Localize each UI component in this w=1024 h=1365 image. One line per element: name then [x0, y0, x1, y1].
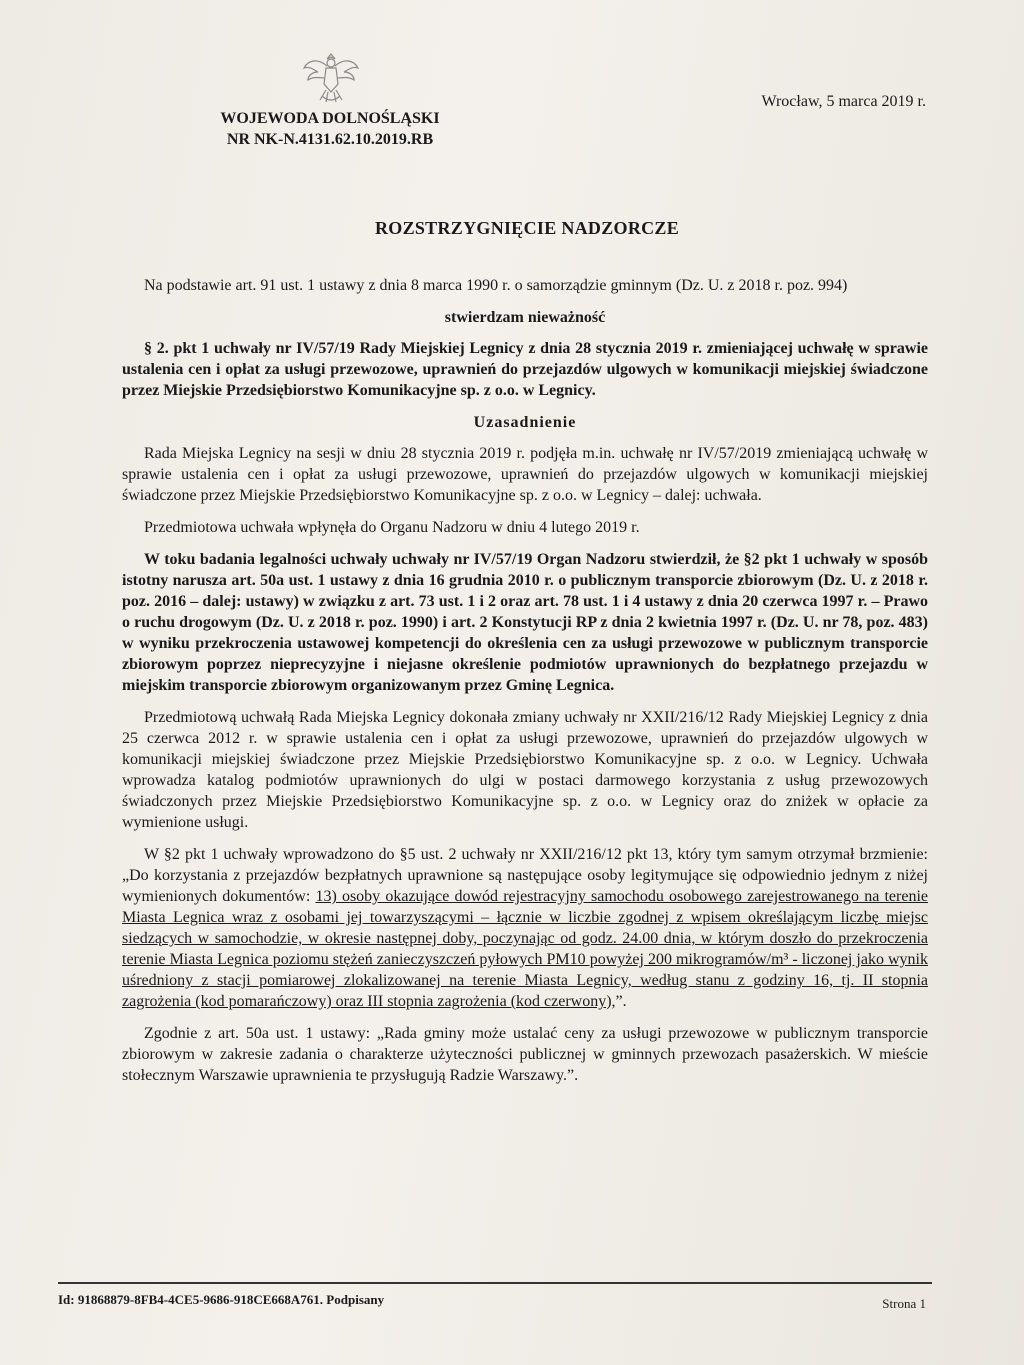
issuer-block — [150, 108, 510, 150]
legal-basis-paragraph: Na podstawie art. 91 ust. 1 ustawy z dnia 8 marca 1990 r. o samorządzie gminnym (Dz. U. z 2018 r. poz. 994) — [144, 277, 848, 294]
document-body — [122, 275, 928, 1097]
finding-heading: stwierdzam nieważność — [444, 309, 606, 326]
document-number: NR NK-N.4131.62.10.2019.RB — [226, 131, 434, 148]
document-signature-id: Id: 91868879-8FB4-4CE5-9686-918CE668A761. Podpisany — [58, 1292, 385, 1307]
place-and-date: Wrocław, 5 marca 2019 r. — [761, 93, 926, 110]
justification-paragraph-1: Rada Miejska Legnicy na sesji w dniu 28 stycznia 2019 r. podjęła m.in. uchwałę nr IV/57/2019 zmieniającą uchwałę w sprawie ustalenia cen i opłat za usługi przewozowe, uprawnień do przejazdów ulgowych w komunikacji miejskiej świadczone przez Miejskie Przedsiębiorstwo Komunikacyjne sp. z o.o. w Legnicy – dalej: uchwała. — [122, 445, 928, 504]
document-title: ROZSTRZYGNIĘCIE NADZORCZE — [374, 218, 680, 238]
finding-paragraph: § 2. pkt 1 uchwały nr IV/57/19 Rady Miejskiej Legnicy z dnia 28 stycznia 2019 r. zmieniającej uchwałę w sprawie ustalenia cen i opłat za usługi przewozowe, uprawnień do przejazdów ulgowych w komunikacji miejskiej świadczone przez Miejskie Przedsiębiorstwo Komunikacyjne sp. z o.o. w Legnicy. — [122, 340, 928, 399]
quoted-intro: W §2 pkt 1 uchwały wprowadzono do §5 ust. 2 uchwały nr XXII/216/12 pkt 13, który tym samym otrzymał brzmienie: „Do korzystania z przejazdów bezpłatnych uprawnione są następujące osoby legitymujące się odpowiednio jednym z niżej wymienionych dokumentów: — [122, 846, 928, 905]
quote-close: ”. — [615, 993, 627, 1010]
polish-eagle-emblem-icon — [300, 48, 362, 106]
page-number: Strona 1 — [882, 1296, 926, 1311]
footer-divider — [58, 1282, 932, 1284]
justification-paragraph-3: W toku badania legalności uchwały uchwały nr IV/57/19 Organ Nadzoru stwierdził, że §2 pkt 1 uchwały w sposób istotny narusza art. 50a ust. 1 ustawy z dnia 16 grudnia 2010 r. o publicznym transporcie zbiorowym (Dz. U. z 2018 r. poz. 2016 – dalej: ustawy) w związku z art. 73 ust. 1 i 2 oraz art. 78 ust. 1 i 4 ustawy z dnia 20 czerwca 1997 r. – Prawo o ruchu drogowym (Dz. U. z 2018 r. poz. 1990) i art. 2 Konstytucji RP z dnia 2 kwietnia 1997 r. (Dz. U. nr 78, poz. 483) w wyniku przekroczenia ustawowej kompetencji do określenia cen za usługi przewozowe w publicznym transporcie zbiorowym poprzez nieprecyzyjne i niejasne określenie podmiotów uprawnionych do bezpłatnego przejazdu w miejskim transporcie zbiorowym organizowanym przez Gminę Legnica. — [122, 551, 928, 694]
quoted-provision-underlined: 13) osoby okazujące dowód rejestracyjny samochodu osobowego zarejestrowanego na terenie Miasta Legnica wraz z osobami jej towarzyszącymi – łącznie w liczbie zgodnej z wpisem określającym liczbę miejsc siedzących w samochodzie, w okresie następnej doby, poczynając od godz. 24.00 dnia, w którym doszło do przekroczenia terenie Miasta Legnica poziomu stężeń zanieczyszczeń pyłowych PM10 powyżej 200 mikrogramów/m³ - liczonej jako wynik uśredniony z stacji pomiarowej zlokalizowanej na terenie Miasta Legnicy, według stanu z godziny 16, tj. II stopnia zagrożenia (kod pomarańczowy) oraz III stopnia zagrożenia (kod czerwony), — [122, 888, 928, 1010]
justification-paragraph-6: Zgodnie z art. 50a ust. 1 ustawy: „Rada gminy może ustalać ceny za usługi przewozowe w publicznym transporcie zbiorowym w zakresie zadania o charakterze użyteczności publicznej w gminnych przewozach pasażerskich. W mieście stołecznym Warszawie uprawnienia te przysługują Radzie Warszawy.”. — [122, 1025, 928, 1084]
justification-paragraph-4: Przedmiotową uchwałą Rada Miejska Legnicy dokonała zmiany uchwały nr XXII/216/12 Rady Miejskiej Legnicy z dnia 25 czerwca 2012 r. w sprawie ustalenia cen i opłat za usługi przewozowe, uprawnień do przejazdów ulgowych w komunikacji miejskiej świadczone przez Miejskie Przedsiębiorstwo Komunikacyjne sp. z o.o. w Legnicy. Uchwała wprowadza katalog podmiotów uprawnionych do ulgi w postaci darmowego korzystania z usług przewozowych świadczonych przez Miejskie Przedsiębiorstwo Komunikacyjne sp. z o.o. w Legnicy oraz do zniżek w opłacie za wymienione usługi. — [122, 709, 928, 831]
justification-paragraph-5 — [122, 844, 928, 1012]
justification-heading: Uzasadnienie — [473, 414, 577, 431]
justification-paragraph-2: Przedmiotowa uchwała wpłynęła do Organu Nadzoru w dniu 4 lutego 2019 r. — [144, 519, 640, 536]
issuer-name: WOJEWODA DOLNOŚLĄSKI — [220, 110, 440, 127]
